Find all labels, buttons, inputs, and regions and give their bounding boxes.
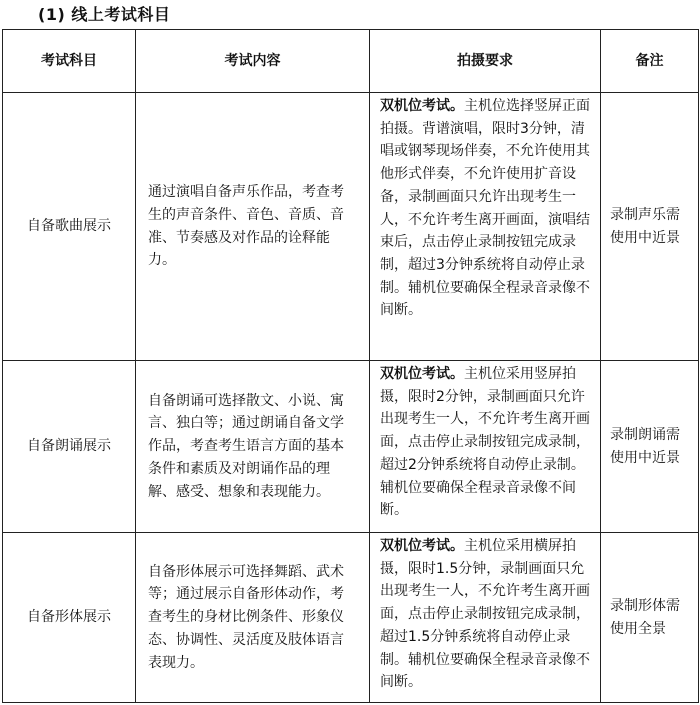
header-requirements: 拍摄要求 <box>370 30 601 93</box>
requirements-lead: 双机位考试。 <box>380 538 464 554</box>
subject-cell: 自备歌曲展示 <box>3 93 136 361</box>
table-row <box>3 361 699 533</box>
table-row <box>3 533 699 703</box>
note-cell: 录制朗诵需使用中近景 <box>601 361 699 533</box>
header-subject: 考试科目 <box>3 30 136 93</box>
header-content: 考试内容 <box>136 30 370 93</box>
subject-cell: 自备朗诵展示 <box>3 361 136 533</box>
section-title: (1) 线上考试科目 <box>38 5 171 24</box>
content-cell: 通过演唱自备声乐作品，考查考生的声音条件、音色、音质、音准、节奏感及对作品的诠释能力。 <box>136 93 370 361</box>
requirements-cell <box>370 533 601 703</box>
requirements-lead: 双机位考试。 <box>380 98 464 114</box>
subject-cell: 自备形体展示 <box>3 533 136 703</box>
requirements-text: 主机位采用竖屏拍摄，限时2分钟，录制画面只允许出现考生一人，不允许考生离开画面，点击停止录制按钮完成录制，超过2分钟系统将自动停止录制。辅机位要确保全程录音录像不间断。 <box>380 366 590 519</box>
exam-subjects-table <box>2 29 699 703</box>
requirements-lead: 双机位考试。 <box>380 366 464 382</box>
table-header-row <box>3 30 699 93</box>
requirements-text: 主机位选择竖屏正面拍摄。背谱演唱，限时3分钟，清唱或钢琴现场伴奏，不允许使用其他形式伴奏，不允许使用扩音设备，录制画面只允许出现考生一人，不允许考生离开画面，演唱结束后，点击停止录制按钮完成录制，超过3分钟系统将自动停止录制。辅机位要确保全程录音录像不间断。 <box>380 98 590 319</box>
content-cell: 自备形体展示可选择舞蹈、武术等；通过展示自备形体动作，考查考生的身材比例条件、形象仪态、协调性、灵活度及肢体语言表现力。 <box>136 533 370 703</box>
content-cell: 自备朗诵可选择散文、小说、寓言、独白等；通过朗诵自备文学作品，考查考生语言方面的基本条件和素质及对朗诵作品的理解、感受、想象和表现能力。 <box>136 361 370 533</box>
note-cell: 录制形体需使用全景 <box>601 533 699 703</box>
requirements-text: 主机位采用横屏拍摄，限时1.5分钟，录制画面只允出现考生一人，不允许考生离开画面，点击停止录制按钮完成录制，超过1.5分钟系统将自动停止录制。辅机位要确保全程录音录像不间断。 <box>380 538 590 691</box>
note-cell: 录制声乐需使用中近景 <box>601 93 699 361</box>
requirements-cell <box>370 361 601 533</box>
requirements-cell <box>370 93 601 361</box>
table-row <box>3 93 699 361</box>
header-notes: 备注 <box>601 30 699 93</box>
